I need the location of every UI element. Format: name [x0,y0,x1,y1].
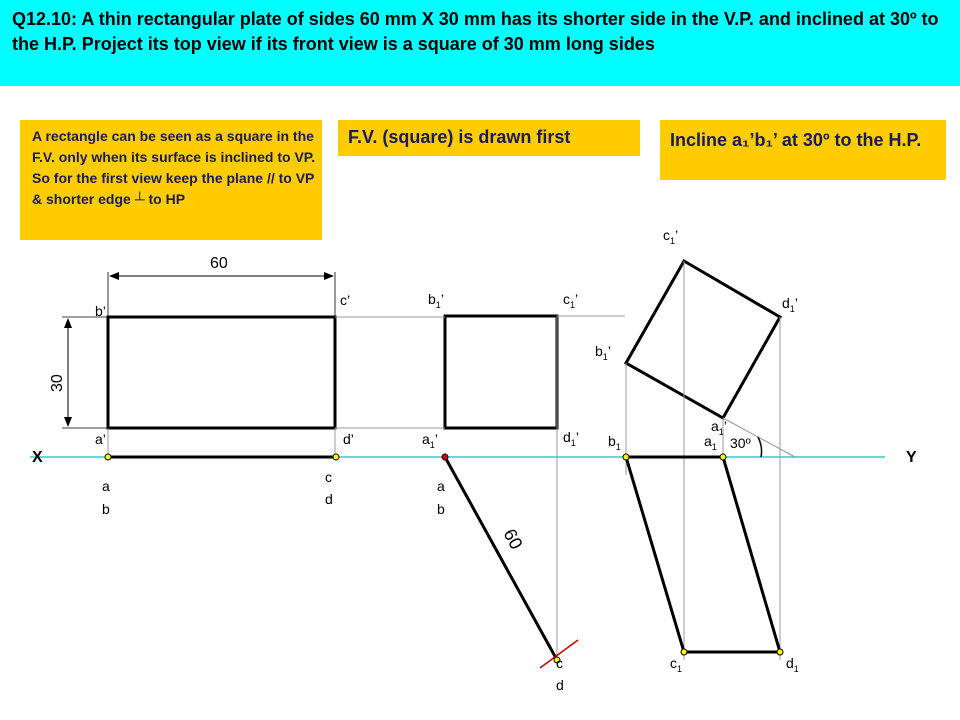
label-b1-prime: $b_1$’ [428,291,444,310]
fv-inclined-square [626,261,780,418]
label-a-prime: a’ [95,431,106,447]
note-text-2: F.V. (square) is drawn first [348,127,571,147]
point-marker [442,454,448,460]
label-tv2-c: c [556,655,563,671]
label-tv-c1: $c_1$ [670,655,683,674]
label-tv-d: d [325,491,333,507]
angle-arc [758,437,762,457]
label-tv2-b: b [437,501,445,517]
label-c1-prime-v3: $c_1$’ [663,227,679,246]
note-text-3: Incline a₁’b₁’ at 30º to the H.P. [670,130,922,150]
fv-rectangle [108,317,335,428]
tv-final [626,457,780,652]
label-d-prime: d’ [343,431,354,447]
point-marker [681,649,687,655]
dim-60-label: 60 [210,255,228,272]
dim-30-label: 30 [49,374,66,392]
note-text-1: A rectangle can be seen as a square in the F.V. only when its surface is inclined to VP. So for the first view keep the plane // to VP & shorter edge ┴ to HP [32,128,316,207]
label-tv-b: b [102,501,110,517]
angle-30-label: 30º [730,435,751,451]
label-tv2-a: a [437,478,445,494]
label-tv-a1: $a_1$ [704,433,717,452]
tv-inclined-edge [445,457,557,660]
label-d1-prime: $d_1$’ [563,429,579,448]
point-marker [623,454,629,460]
fv-square [445,316,557,428]
label-tv-d1: $d_1$ [786,655,799,674]
length-60-label: 60 [499,525,527,553]
label-b1-prime-v3: $b_1$’ [595,343,611,362]
point-marker [333,454,339,460]
point-marker [777,649,783,655]
label-y: Y [906,449,917,466]
label-b-prime: b’ [95,303,106,319]
label-tv-a: a [102,478,110,494]
label-a1-prime-v3: $a_1$’ [711,418,727,437]
point-marker [105,454,111,460]
label-a1-prime: $a_1$’ [422,431,438,450]
label-x: X [32,449,43,466]
label-c1-prime: $c_1$’ [563,291,579,310]
label-tv-b1: $b_1$ [608,433,621,452]
label-tv2-d: d [556,677,564,693]
label-c-prime: c’ [340,292,351,308]
point-marker [720,454,726,460]
question-text: Q12.10: A thin rectangular plate of sides 60 mm X 30 mm has its shorter side in the V.P. and inclined at 30º to the H.P. Project its top view if its front view is a square of 30 mm long sides [12,9,939,54]
label-tv-c: c [325,469,332,485]
label-d1-prime-v3: $d_1$’ [782,295,798,314]
